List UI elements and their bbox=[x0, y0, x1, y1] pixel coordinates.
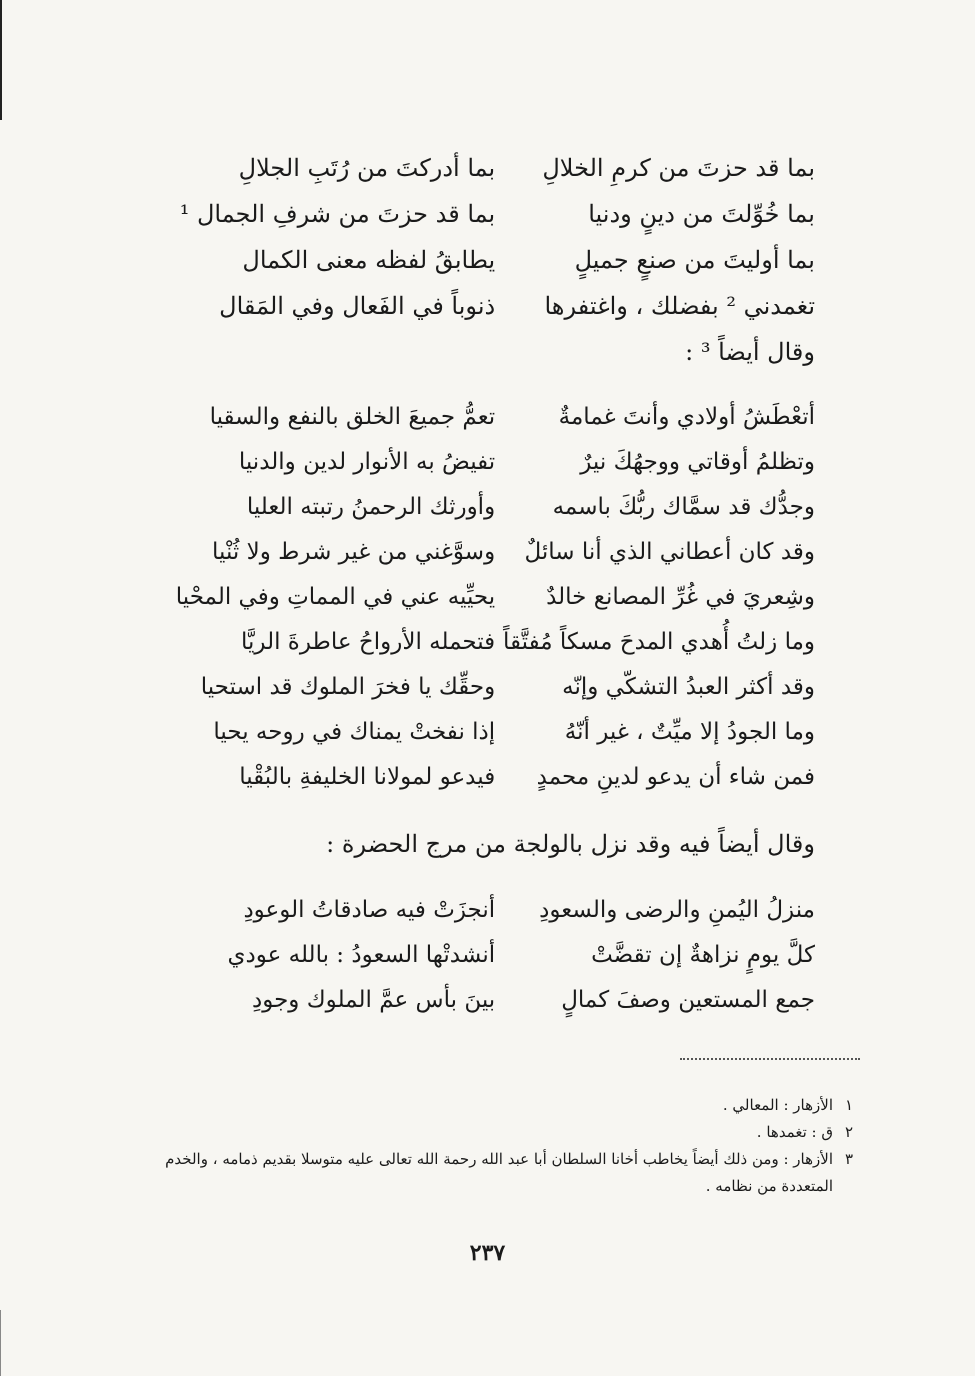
verse-row bbox=[200, 888, 815, 933]
first-hemistich: أتعْطَشُ أولادي وأنتَ غمامةٌ bbox=[558, 404, 815, 430]
poem-section-3 bbox=[200, 888, 815, 1023]
verse-row bbox=[200, 620, 815, 665]
first-hemistich: وما الجودُ إلا ميِّتٌ ، غير أنّهُ bbox=[564, 719, 815, 745]
second-hemistich: إذا نفختْ يمناك في روحه يحيا bbox=[213, 719, 496, 745]
footnote bbox=[150, 1146, 853, 1200]
page-edge-shadow bbox=[0, 0, 6, 120]
second-hemistich: بما أدركتَ من رُتَبِ الجلالِ bbox=[238, 154, 496, 182]
second-hemistich: تعمُّ جميعَ الخلق بالنفع والسقيا bbox=[209, 404, 496, 430]
first-hemistich: بما أوليتَ من صنعٍ جميلٍ bbox=[574, 246, 815, 274]
verse-row bbox=[200, 395, 815, 440]
first-hemistich: بما قد حزتَ من كرمِ الخلالِ bbox=[542, 154, 815, 182]
verse-row bbox=[200, 665, 815, 710]
section-heading-2: وقال أيضاً فيه وقد نزل بالولجة من مرج الحضرة : bbox=[326, 830, 815, 858]
first-hemistich: وقد كان أعطاني الذي أنا سائلٌ bbox=[524, 539, 815, 565]
first-hemistich: كلَّ يومٍ نزاهةٌ إن تقضَّتْ bbox=[591, 942, 815, 968]
footnotes bbox=[150, 1092, 853, 1200]
first-hemistich: وشِعريَ في غُرِّ المصانع خالدٌ bbox=[546, 584, 815, 610]
footnote-text: ق : تغمدها . bbox=[756, 1123, 833, 1141]
footnote-number: ٣ bbox=[844, 1150, 853, 1168]
second-hemistich: تفيضُ به الأنوار لدين والدنيا bbox=[238, 449, 496, 475]
second-hemistich: فتحمله الأرواحُ عاطرةَ الريَّا bbox=[240, 629, 496, 655]
footnote-divider bbox=[680, 1058, 860, 1060]
section-heading-1: وقال أيضاً ³ : bbox=[685, 338, 815, 366]
verse-row bbox=[175, 575, 815, 620]
verse-row bbox=[200, 440, 815, 485]
first-hemistich: منزلُ اليُمنِ والرضى والسعودِ bbox=[539, 897, 815, 923]
verse-row bbox=[200, 237, 815, 283]
second-hemistich: يحيِّيه عني في المماتِ وفي المحْيا bbox=[175, 584, 496, 610]
footnote-number: ١ bbox=[844, 1096, 853, 1114]
page-edge-shadow-bottom bbox=[0, 1310, 5, 1376]
second-hemistich: بينَ بأس عمَّ الملوك وجودِ bbox=[251, 987, 496, 1013]
second-hemistich: أنشدتْها السعودُ : بالله عودي bbox=[227, 942, 496, 968]
footnote bbox=[150, 1092, 853, 1119]
second-hemistich: ذنوباً في الفَعال وفي المَقال bbox=[219, 292, 496, 320]
poem-section-1 bbox=[179, 145, 815, 329]
first-hemistich: وما زلتُ أُهدي المدحَ مسكاً مُفتَّقاً bbox=[503, 629, 815, 655]
footnote-text: الأزهار : المعالي . bbox=[722, 1096, 833, 1114]
second-hemistich: أنجزَتْ فيه صادقاتُ الوعودِ bbox=[243, 897, 496, 923]
second-hemistich: بما قد حزتَ من شرفِ الجمال ¹ bbox=[179, 200, 496, 228]
verse-row bbox=[200, 145, 815, 191]
second-hemistich: وسوَّغني من غير شرط ولا ثُنْيا bbox=[212, 539, 496, 565]
verse-row bbox=[200, 530, 815, 575]
footnote-number: ٢ bbox=[844, 1123, 853, 1141]
first-hemistich: فمن شاء أن يدعو لدينِ محمدٍ bbox=[536, 764, 815, 790]
verse-row bbox=[200, 710, 815, 755]
verse-row bbox=[200, 978, 815, 1023]
page-number: ٢٣٧ bbox=[469, 1240, 506, 1266]
first-hemistich: جمع المستعين وصفَ كمالٍ bbox=[561, 987, 815, 1013]
verse-row bbox=[200, 933, 815, 978]
second-hemistich: فيدعو لمولانا الخليفةِ بالبُقْيا bbox=[239, 764, 496, 790]
poem-section-2 bbox=[175, 395, 815, 800]
first-hemistich: تغمدني ² بفضلك ، واغتفرها bbox=[544, 292, 815, 320]
first-hemistich: وقد أكثر العبدُ التشكّي وإنّه bbox=[562, 674, 815, 700]
first-hemistich: وتظلمُ أوقاتي ووجهُكَ نيرٌ bbox=[580, 449, 815, 475]
first-hemistich: بما خُوِّلتَ من دينٍ ودنيا bbox=[588, 200, 815, 228]
second-hemistich: يطابقُ لفظه معنى الكمال bbox=[242, 246, 496, 274]
first-hemistich: وجدُّك قد سمَّاك ربُّكَ باسمه bbox=[552, 494, 815, 520]
footnote bbox=[150, 1119, 853, 1146]
verse-row bbox=[200, 485, 815, 530]
second-hemistich: وحقِّك يا فخرَ الملوك قد استحيا bbox=[200, 674, 496, 700]
verse-row bbox=[200, 755, 815, 800]
footnote-text: الأزهار : ومن ذلك أيضاً يخاطب أخانا السلطان أبا عبد الله رحمة الله تعالى عليه متوسلا بقديم ذمامه ، والخدم المتعددة من نظامه . bbox=[165, 1150, 833, 1195]
verse-row bbox=[200, 283, 815, 329]
verse-row bbox=[179, 191, 815, 237]
second-hemistich: وأورثك الرحمنُ رتبته العليا bbox=[246, 494, 496, 520]
